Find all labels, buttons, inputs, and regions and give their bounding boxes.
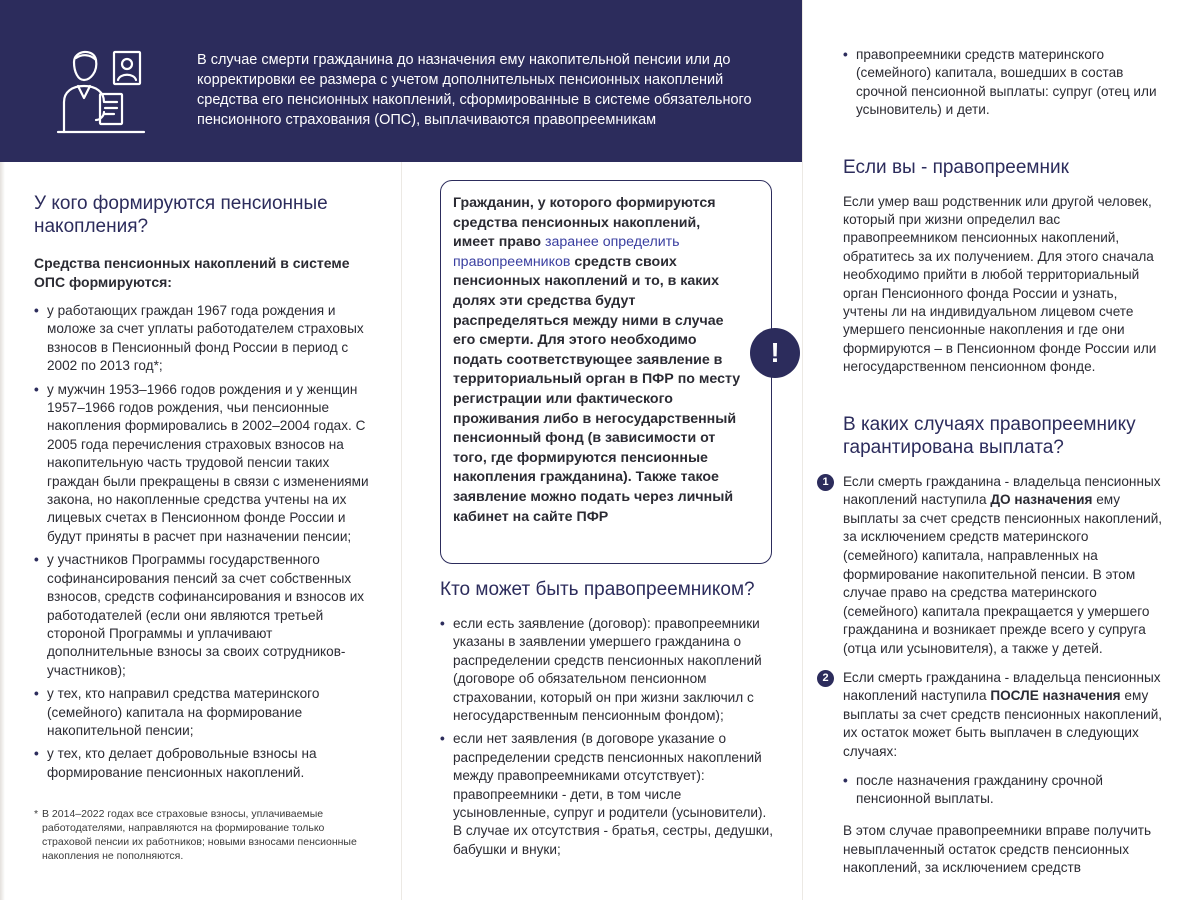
numbered-list-cases	[822, 473, 1165, 762]
case-emphasis: ПОСЛЕ назначения	[990, 688, 1121, 704]
notice-highlight: заранее определить правопреемников	[453, 234, 680, 270]
column-who-can-be-successor	[440, 578, 775, 864]
case-item-1	[822, 473, 1165, 659]
list-item: • у мужчин 1953–1966 годов рождения и у женщин 1957–1966 годов рождения, чьи пенсионные накопления формировались в 2002–2004 годах. С 2005 года перечисления страховых взносов на накопительную часть трудовой пенсии таких граждан были прекращены в связи с изменениями закона, но накопленные средства учтены на их лицевых счетах в Пенсионном фонде России и будут приняты в расчет при назначении пенсии;	[34, 381, 374, 547]
list-item: • правопреемники средств материнского (семейного) капитала, вошедших в состав срочной пенсионной выплаты: супруг (отец или усыновитель) и дети.	[843, 46, 1165, 120]
bullet-list-successors	[440, 615, 775, 859]
list-item: • если есть заявление (договор): правопреемники указаны в заявлении умершего гражданина о распределении средств пенсионных накоплений (договоре об обязательном пенсионном страховании, который он при жизни заключил с негосударственным пенсионным фондом);	[440, 615, 775, 725]
case-item-2	[822, 669, 1165, 762]
list-item: • у тех, кто направил средства материнского (семейного) капитала на формирование накопительной пенсии;	[34, 685, 374, 740]
section-title-who-can-be: Кто может быть правопреемником?	[440, 579, 755, 600]
number-badge: 2	[817, 670, 834, 687]
number-badge: 1	[817, 474, 834, 491]
bullet-list-after	[843, 772, 1165, 809]
notice-text	[453, 194, 743, 527]
notice-part1: Гражданин, у которого формируются средства пенсионных накоплений, имеет право	[453, 195, 716, 251]
top-banner	[0, 0, 802, 162]
section-title-if-you-are: Если вы - правопреемник	[843, 156, 1069, 178]
subhead-ops: Средства пенсионных накоплений в системе ОПС формируются:	[34, 255, 350, 290]
bullet-list-continued	[843, 46, 1165, 120]
footnote-text: В 2014–2022 годах все страховые взносы, уплачиваемые работодателями, направляются на формирование только страховой пенсии их работников; новыми взносами пенсионные накопления не пополняются.	[42, 808, 357, 862]
exclamation-icon: !	[750, 328, 800, 378]
paragraph-in-this-case: В этом случае правопреемники вправе получить невыплаченный остаток средств пенсионных накоплений, за исключением средств	[843, 823, 1152, 876]
notice-part2: средств своих пенсионных накоплений и то, в каких долях эти средства будут распределяться между ними в случае его смерти. Для этого необходимо подать соответствующее заявление в территориальный орган в ПФР по месту регистрации или фактического проживания либо в негосударственный пенсионный фонд (в зависимости от того, где формируются пенсионные накопления гражданина). Также такое заявление можно подать через личный кабинет на сайте ПФР	[453, 253, 741, 525]
list-item: • если нет заявления (в договоре указание о распределении средств пенсионных накоплений между правопреемниками отсутствует): правопреемники - дети, в том числе усыновленные, супруг и родители (усыновители). В случае их отсутствия - братья, сестры, дедушки, бабушки и внуки;	[440, 730, 775, 859]
fold-line-2	[802, 0, 803, 900]
case-text: Если смерть гражданина - владельца пенсионных накоплений наступила	[843, 669, 1161, 704]
banner-text: В случае смерти гражданина до назначения ему накопительной пенсии или до корректировки ее размера с учетом дополнительных пенсионных накоплений средства его пенсионных накоплений, сформированные в системе обязательного пенсионного страхования (ОПС), выплачиваются правопреемникам	[197, 52, 752, 128]
case-text: ему выплаты за счет средств пенсионных накоплений, за исключением средств материнского (семейного) капитала, направленных на формирование накопительной пенсии. В этом случае право на средства материнского (семейного) капитала прекращается у умершего гражданина и возникает прежде всего у супруга (отца или усыновителя), а также у детей.	[843, 492, 1163, 657]
case-text: Если смерть гражданина - владельца пенсионных накоплений наступила	[843, 473, 1161, 508]
case-text: ему выплаты за счет средств пенсионных накоплений, их остаток может быть выплачен в следующих случаях:	[843, 688, 1163, 759]
bullet-list-who-forms	[34, 302, 374, 782]
footnote-mark: *	[34, 808, 39, 820]
column-if-successor	[822, 46, 1165, 878]
list-item: • у участников Программы государственного софинансирования пенсий за счет собственных взносов, средств софинансирования и взносов их работодателей (если они являются третьей стороной Программы и уплачивают дополнительные взносы за своих сотрудников-участников);	[34, 551, 374, 680]
section-title-who-forms: У кого формируются пенсионные накопления?	[34, 193, 328, 237]
case-emphasis: ДО назначения	[990, 492, 1093, 508]
list-item: • у работающих граждан 1967 года рождения и моложе за счет уплаты работодателем страховых взносов в Пенсионный фонд России в период с 2002 по 2013 год*;	[34, 302, 374, 376]
paragraph-if-you-are: Если умер ваш родственник или другой человек, который при жизни определил вас правопреемником пенсионных накоплений, обратитесь за их получением. Для этого сначала необходимо прийти в любой территориальный орган Пенсионного фонда России и узнать, учтены ли на индивидуальном лицевом счете умершего пенсионные накопления и где они формируются – в Пенсионном фонде России или негосударственном пенсионном фонде.	[843, 193, 1157, 375]
footnote	[34, 807, 364, 863]
list-item: • у тех, кто делает добровольные взносы на формирование пенсионных накоплений.	[34, 745, 374, 782]
list-item: • после назначения гражданину срочной пенсионной выплаты.	[843, 772, 1165, 809]
column-pension-savings	[34, 192, 374, 787]
section-title-guaranteed-payment: В каких случаях правопреемнику гарантирована выплата?	[843, 413, 1136, 458]
person-with-document-icon	[52, 40, 152, 136]
